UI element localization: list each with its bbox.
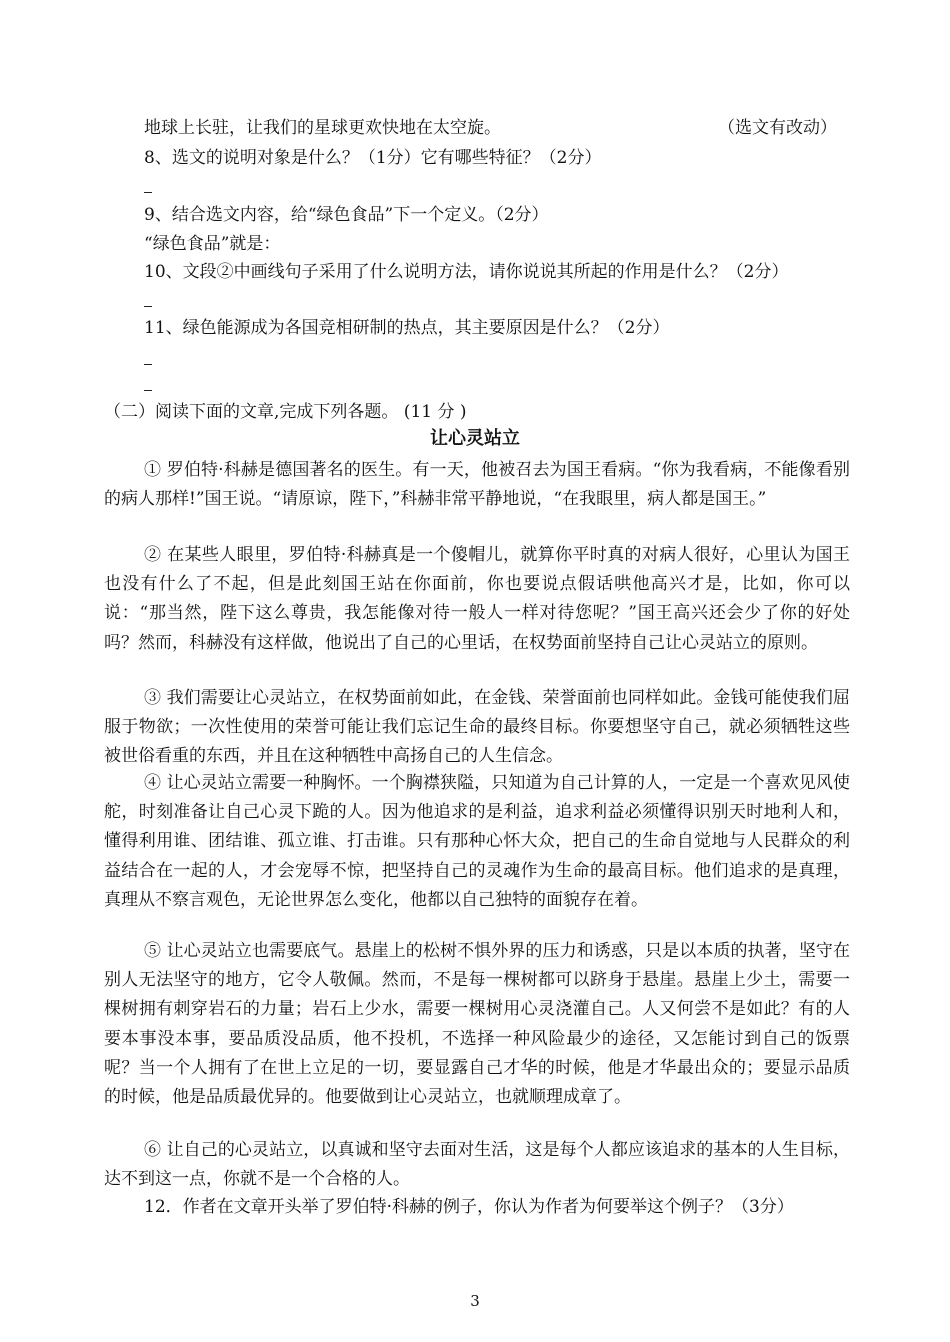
article-title: 让心灵站立 <box>430 428 520 449</box>
question-11: 11、绿色能源成为各国竞相研制的热点，其主要原因是什么？（2分） <box>144 318 670 338</box>
article-paragraph-6: ⑥ 让自己的心灵站立，以真诚和坚守去面对生活，这是每个人都应该追求的基本的人生目标，达不到这一点，你就不是一个合格的人。 <box>104 1140 850 1190</box>
question-8: 8、选文的说明对象是什么？（1分）它有哪些特征？（2分） <box>144 148 602 168</box>
answer-blank-10 <box>144 306 152 307</box>
continued-text-line: 地球上长驻，让我们的星球更欢快地在太空旋。 <box>144 118 501 138</box>
question-12: 12．作者在文章开头举了罗伯特·科赫的例子，你认为作者为何要举这个例子？（3分） <box>144 1197 794 1217</box>
page-number: 3 <box>470 1292 480 1310</box>
question-9-prompt: “绿色食品”就是： <box>144 234 281 254</box>
source-note: （选文有改动） <box>718 118 837 138</box>
question-9: 9、结合选文内容，给“绿色食品”下一个定义。（2分） <box>144 205 549 225</box>
article-paragraph-2: ② 在某些人眼里，罗伯特·科赫真是一个傻帽儿，就算你平时真的对病人很好，心里认为国王也没有什么了不起，但是此刻国王站在你面前，你也要说点假话哄他高兴才是，比如，你可以说：“那当然，陛下这么尊贵，我怎能像对待一般人一样对待您呢？”国王高兴还会少了你的好处吗？然而，科赫没有这样做，他说出了自己的心里话，在权势面前坚持自己让心灵站立的原则。 <box>104 545 850 653</box>
answer-blank-11b <box>144 390 152 391</box>
article-paragraph-1: ① 罗伯特·科赫是德国著名的医生。有一天，他被召去为国王看病。“你为我看病，不能像看别的病人那样!”国王说。“请原谅，陛下，”科赫非常平静地说，“在我眼里，病人都是国王。” <box>104 460 850 510</box>
article-paragraph-3: ③ 我们需要让心灵站立，在权势面前如此，在金钱、荣誉面前也同样如此。金钱可能使我们屈服于物欲；一次性使用的荣誉可能让我们忘记生命的最终目标。你要想坚守自己，就必须牺牲这些被世俗看重的东西，并且在这种牺牲中高扬自己的人生信念。 <box>104 688 850 767</box>
section-heading: （二）阅读下面的文章,完成下列各题。 (11 分 ) <box>104 402 467 422</box>
answer-blank-11a <box>144 364 152 365</box>
article-paragraph-4: ④ 让心灵站立需要一种胸怀。一个胸襟狭隘，只知道为自己计算的人，一定是一个喜欢见风使舵，时刻准备让自己心灵下跪的人。因为他追求的是利益，追求利益必须懂得识别天时地利人和，懂得利用谁、团结谁、孤立谁、打击谁。只有那种心怀大众，把自己的生命自觉地与人民群众的利益结合在一起的人，才会宠辱不惊，把坚持自己的灵魂作为生命的最高目标。他们追求的是真理，真理从不察言观色，无论世界怎么变化，他都以自己独特的面貌存在着。 <box>104 773 850 910</box>
article-paragraph-5: ⑤ 让心灵站立也需要底气。悬崖上的松树不惧外界的压力和诱惑，只是以本质的执著，坚守在别人无法坚守的地方，它令人敬佩。然而，不是每一棵树都可以跻身于悬崖。悬崖上少土，需要一棵树拥有刺穿岩石的力量；岩石上少水，需要一棵树用心灵浇灌自己。人又何尝不是如此？有的人要本事没本事，要品质没品质，他不投机，不选择一种风险最少的途径，又怎能讨到自己的饭票呢？当一个人拥有了在世上立足的一切，要显露自己才华的时候，他是才华最出众的；要显示品质的时候，他是品质最优异的。他要做到让心灵站立，也就顺理成章了。 <box>104 941 850 1108</box>
question-10: 10、文段②中画线句子采用了什么说明方法，请你说说其所起的作用是什么？（2分） <box>144 262 789 282</box>
answer-blank-8 <box>144 192 152 193</box>
